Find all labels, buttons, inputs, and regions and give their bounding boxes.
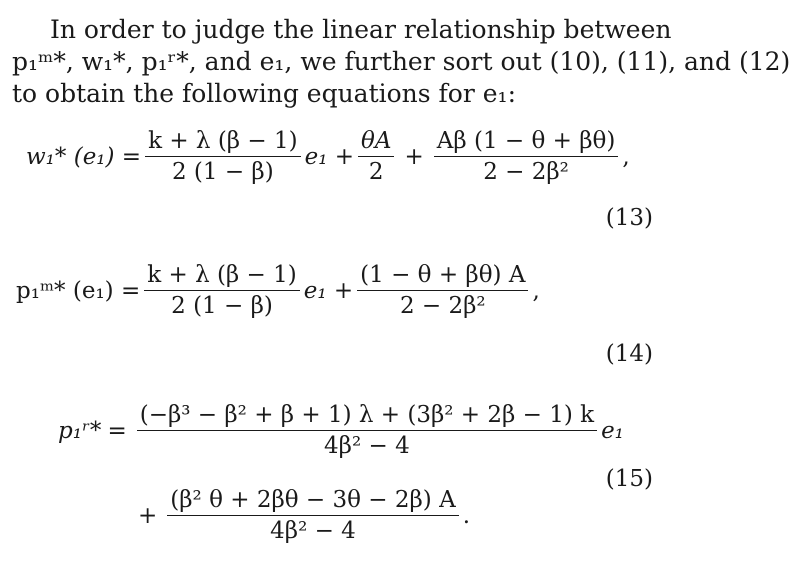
eq14-frac2-numerator: (1 − θ + βθ) A [360, 262, 526, 288]
eq14-fraction-2 [357, 262, 528, 319]
eq13-frac2-numerator: θA [361, 128, 392, 154]
equation-number-15: (15) [605, 466, 653, 492]
eq14-frac1-denominator: 2 (1 − β) [171, 293, 273, 319]
eq15-term1-suffix: e₁ [601, 417, 624, 444]
eq14-term1-suffix: e₁ + [303, 277, 354, 304]
eq15-plus: + [138, 502, 158, 529]
eq14-fraction-1 [144, 262, 300, 319]
eq14-tail: , [532, 277, 540, 304]
eq15-fraction-1 [137, 402, 597, 459]
equation-14 [16, 262, 540, 319]
paragraph-line-2: p₁ᵐ*, w₁*, p₁ʳ*, and e₁, we further sort out (10), (11), and (12) [12, 47, 790, 76]
eq13-fraction-2 [358, 128, 394, 185]
equation-number-14: (14) [605, 341, 653, 367]
eq15-frac2-numerator: (β² θ + 2βθ − 3θ − 2β) A [170, 487, 456, 513]
eq15-tail: . [462, 502, 471, 529]
eq13-fraction-1 [145, 128, 301, 185]
equation-number-13: (13) [605, 205, 653, 231]
paragraph-line-1: In order to judge the linear relationship between [50, 15, 672, 44]
eq15-frac1-numerator: (−β³ − β² + β + 1) λ + (3β² + 2β − 1) k [139, 402, 595, 428]
eq13-fraction-3 [434, 128, 619, 185]
paragraph-line-3: to obtain the following equations for e₁: [12, 79, 516, 108]
eq14-frac2-denominator: 2 − 2β² [399, 293, 486, 319]
eq15-equals: = [107, 417, 127, 444]
eq13-plus: + [404, 143, 424, 170]
eq13-tail: , [622, 143, 630, 170]
eq15-frac1-denominator: 4β² − 4 [324, 433, 410, 459]
eq15-fraction-2 [167, 487, 458, 544]
intro-paragraph [12, 14, 790, 110]
eq15-lhs: p₁ʳ* [58, 417, 102, 444]
eq13-lhs: w₁* (e₁) = [26, 143, 142, 170]
eq13-frac3-numerator: Aβ (1 − θ + βθ) [436, 128, 616, 154]
equation-15-line-1 [58, 402, 624, 459]
eq13-frac2-denominator: 2 [368, 159, 384, 185]
eq14-lhs: p₁ᵐ* (e₁) = [16, 277, 141, 304]
equation-15-line-2 [132, 487, 470, 544]
eq14-frac1-numerator: k + λ (β − 1) [147, 262, 297, 288]
equation-13 [26, 128, 630, 185]
eq13-frac3-denominator: 2 − 2β² [483, 159, 569, 185]
eq13-frac1-numerator: k + λ (β − 1) [148, 128, 298, 154]
eq13-frac1-denominator: 2 (1 − β) [171, 159, 274, 185]
eq15-frac2-denominator: 4β² − 4 [270, 518, 356, 544]
eq13-term1-suffix: e₁ + [304, 143, 355, 170]
